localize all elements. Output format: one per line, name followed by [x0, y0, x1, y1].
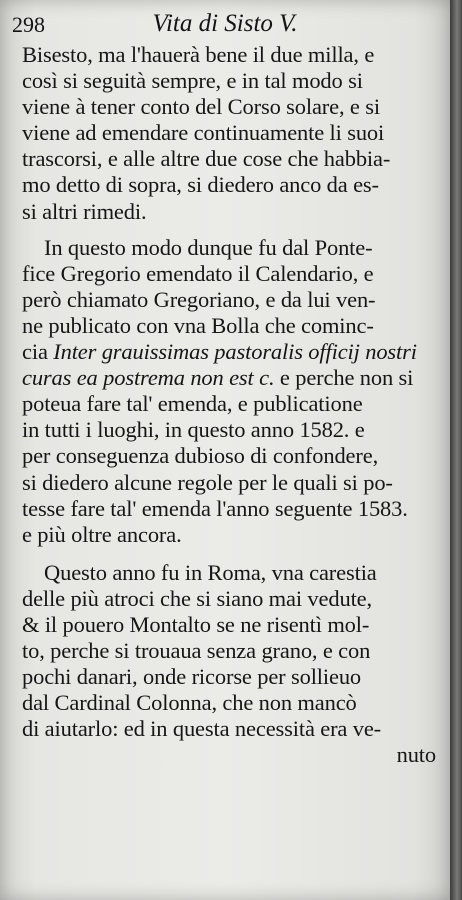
running-title: Vita di Sisto V. [152, 10, 298, 37]
text-line [22, 560, 446, 586]
text-line [22, 716, 446, 742]
text-run: però chiamato Gregoriano, e da lui ven- [22, 286, 376, 312]
text-run: dal Cardinal Colonna, che non mancò [22, 690, 357, 716]
text-line [22, 42, 446, 68]
text-line [22, 287, 446, 313]
text-run: per conseguenza dubioso di confondere, [22, 443, 379, 469]
text-line [22, 235, 446, 261]
text-line [22, 417, 446, 443]
text-line [22, 690, 446, 716]
text-run: trascorsi, e alle altre due cose che habbia- [22, 146, 391, 172]
text-run: si diedero alcune regole per le quali si po- [22, 469, 393, 495]
text-run: Questo anno fu in Roma, vna carestia [44, 559, 377, 585]
text-run: ne publicato con vna Bolla che cominc- [22, 312, 374, 338]
text-run: delle più atroci che si siano mai vedute, [22, 585, 372, 611]
text-line [22, 638, 446, 664]
text-run: viene ad emendare continuamente li suoi [22, 120, 385, 146]
text-line [22, 391, 446, 417]
text-run: e perche non si [274, 365, 414, 391]
text-run: così si seguità sempre, e in tal modo si [22, 68, 363, 94]
text-run: viene à tener conto del Corso solare, e si [22, 94, 380, 120]
text-line [22, 365, 446, 391]
text-line [22, 146, 446, 172]
text-line [22, 261, 446, 287]
text-run: Bisesto, ma l'hauerà bene il due milla, e [22, 42, 375, 67]
text-line [22, 443, 446, 469]
text-run: mo detto di sopra, si diedero anco da es- [22, 172, 379, 198]
text-run: si altri rimedi. [22, 198, 147, 224]
catchword: nuto [396, 742, 436, 768]
text-line [22, 664, 446, 690]
text-run: fice Gregorio emendato il Calendario, e [22, 260, 374, 286]
page-header [12, 6, 438, 40]
text-line [22, 120, 446, 146]
text-run: cia [22, 339, 54, 365]
page-number: 298 [12, 12, 45, 37]
text-line [22, 313, 446, 339]
text-run: In questo modo dunque fu dal Ponte- [44, 234, 373, 260]
text-line [22, 586, 446, 612]
page-edge [450, 0, 462, 900]
text-run: & il pouero Montalto se ne risentì mol- [22, 611, 370, 637]
text-run: to, perche si trouaua senza grano, e con [22, 638, 371, 664]
text-run: pochi danari, onde ricorse per sollieuo [22, 664, 362, 690]
body-text [22, 42, 446, 769]
text-line [22, 470, 446, 496]
text-line [22, 172, 446, 198]
text-line [22, 496, 446, 522]
text-line [22, 199, 446, 225]
text-line [22, 612, 446, 638]
text-line [22, 68, 446, 94]
italic-text: Inter grauissimas pastoralis officij nostri [53, 339, 417, 365]
text-run: poteua fare tal' emenda, e publicatione [22, 391, 363, 417]
text-run: in tutti i luoghi, in questo anno 1582. e [22, 417, 365, 443]
text-line [22, 94, 446, 120]
text-line [22, 522, 446, 548]
text-run: e più oltre ancora. [22, 521, 182, 547]
text-run: tesse fare tal' emenda l'anno seguente 1583. [22, 495, 408, 521]
italic-text: curas ea postrema non est c. [22, 365, 275, 391]
text-line [22, 339, 446, 365]
text-run: di aiutarlo: ed in questa necessità era ve- [22, 716, 382, 742]
